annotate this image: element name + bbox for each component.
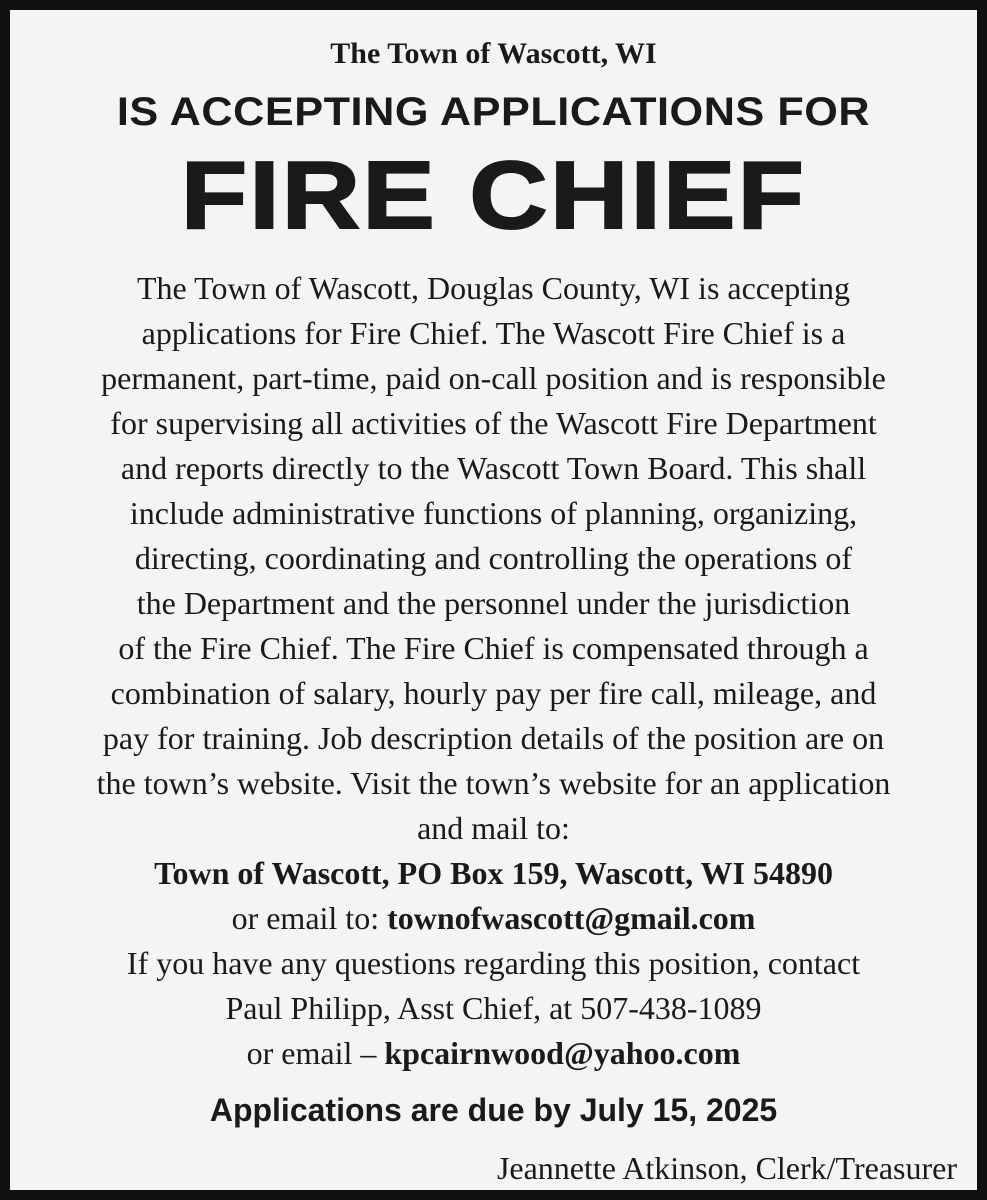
body-line: and reports directly to the Wascott Town Board. This shall [120, 450, 867, 486]
town-heading: The Town of Wascott, WI [330, 37, 657, 70]
description-body [30, 266, 957, 1076]
position-title: FIRE CHIEF [180, 142, 807, 249]
body-line: include administrative functions of planning, organizing, [129, 495, 858, 531]
body-line: and mail to: [417, 810, 570, 846]
questions-line: If you have any questions regarding this position, contact [126, 945, 861, 981]
email-line [30, 896, 957, 941]
town-email-link[interactable]: townofwascott@gmail.com [387, 900, 756, 936]
contact-email-prefix: or email – [246, 1035, 385, 1071]
body-line: for supervising all activities of the Wascott Fire Department [110, 405, 877, 441]
clerk-signature: Jeannette Atkinson, Clerk/Treasurer [496, 1150, 957, 1186]
accepting-heading: IS ACCEPTING APPLICATIONS FOR [116, 90, 871, 134]
body-line: applications for Fire Chief. The Wascott Fire Chief is a [141, 315, 846, 351]
body-line: permanent, part-time, paid on-call position and is responsible [101, 360, 886, 396]
body-line: pay for training. Job description details of the position are on [102, 720, 885, 756]
contact-person: Paul Philipp, Asst Chief, at 507-438-1089 [225, 990, 762, 1026]
body-line: of the Fire Chief. The Fire Chief is compensated through a [118, 630, 869, 666]
application-deadline: Applications are due by July 15, 2025 [209, 1092, 778, 1128]
email-prefix: or email to: [231, 900, 388, 936]
body-line: combination of salary, hourly pay per fire call, mileage, and [110, 675, 877, 711]
contact-email-link[interactable]: kpcairnwood@yahoo.com [384, 1035, 741, 1071]
body-line: directing, coordinating and controlling the operations of [134, 540, 853, 576]
body-line: the town’s website. Visit the town’s website for an application [96, 765, 891, 801]
contact-email-line [30, 1031, 957, 1076]
body-line: The Town of Wascott, Douglas County, WI is accepting [137, 270, 850, 306]
mailing-address: Town of Wascott, PO Box 159, Wascott, WI 54890 [154, 855, 833, 891]
body-line: the Department and the personnel under the jurisdiction [136, 585, 851, 621]
